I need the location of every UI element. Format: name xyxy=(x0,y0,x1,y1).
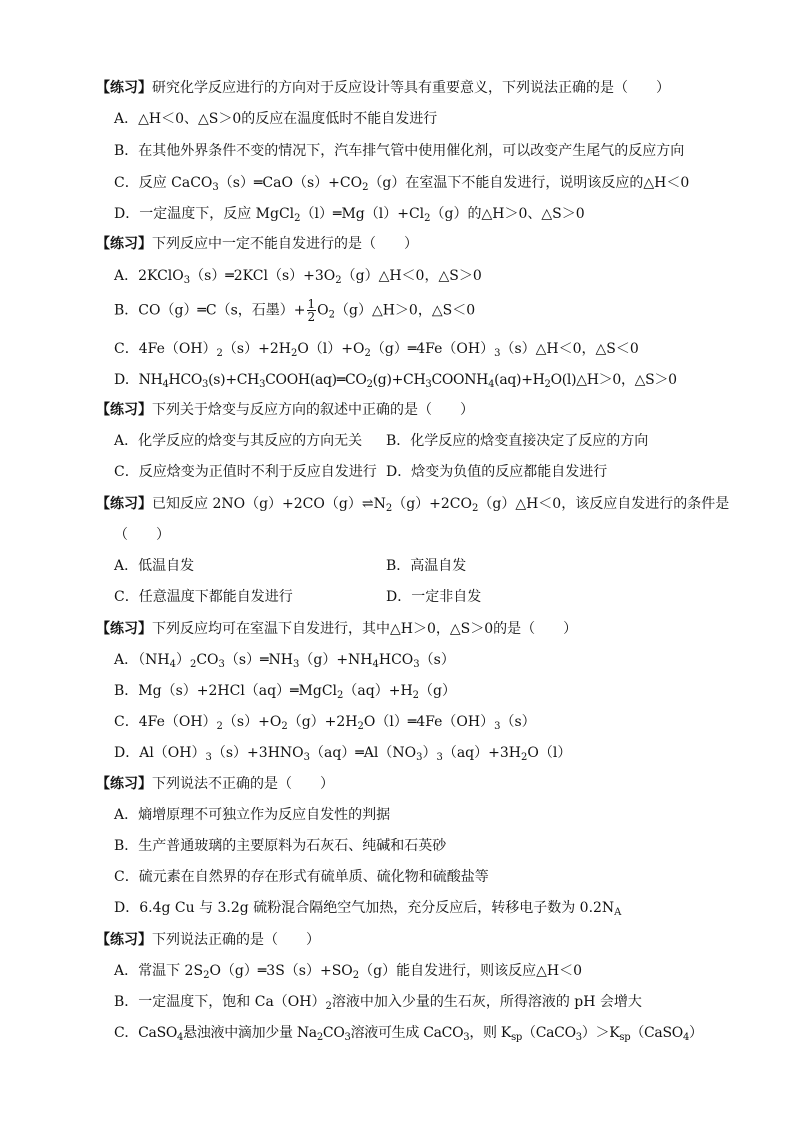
q5-option-d: D．$Al(OH)_3(s)+3HNO_3(aq)═Al(NO_3)_3(aq)+3H_2O(l)$ xyxy=(114,745,572,763)
question-stem: 下列说法不正确的是（ ） xyxy=(152,776,334,792)
q4-option-a: A．低温自发 xyxy=(114,558,195,574)
q2-option-a: A．$2KClO_3(s)═2KCl(s)+3O_2(g)\triangle H<0$，△S＞0 xyxy=(114,268,482,286)
question-tag: 【练习】 xyxy=(96,621,152,637)
question-tag: 【练习】 xyxy=(96,776,152,792)
q2-option-c: C．$4Fe(OH)_2(s)+2H_2O(l)+O_2(g)═4Fe(OH)_3(s)\triangle H<0$，△S＜0 xyxy=(114,341,639,359)
q3-option-a: A．化学反应的焓变与其反应的方向无关 xyxy=(114,433,363,449)
question-6 xyxy=(96,774,334,794)
question-stem: 研究化学反应进行的方向对于反应设计等具有重要意义，下列说法正确的是（ ） xyxy=(152,80,670,96)
q2-option-d: D．$NH_4HCO_3(s)+CH_3COOH(aq)═CO_2(g)+CH_3COONH_4(aq)+H_2O(l)\triangle H>0$，△S＞0 xyxy=(114,372,677,390)
q1-option-d: D．一定温度下，反应 $MgCl_2(l)═Mg(l)+Cl_2(g)$的△H＞0、△S＞0 xyxy=(114,206,585,224)
question-2 xyxy=(96,234,418,254)
q7-option-c: C．CaSO$_4$悬浊液中滴加少量 $Na_2CO_3$溶液可生成 CaCO$_3$，则 $K_{sp}(CaCO_3)>K_{sp}(CaSO_4)$ xyxy=(114,1025,703,1043)
q4-option-d: D．一定非自发 xyxy=(386,589,482,605)
q5-option-b: B．$Mg(s)+2HCl(aq)═MgCl_2(aq)+H_2(g)$ xyxy=(114,683,456,701)
question-4: 【练习】已知反应 $2NO(g)+2CO(g)\rightleftharpoons N_2(g)+2CO_2(g)\triangle H<0$，该反应自发进行的条件是 xyxy=(96,496,730,514)
question-tag: 【练习】 xyxy=(96,80,152,96)
q6-option-d: D．6.4g Cu 与 3.2g 硫粉混合隔绝空气加热，充分反应后，转移电子数为 $0.2N_A$ xyxy=(114,900,622,918)
question-1 xyxy=(96,78,670,98)
q5-option-c: C．$4Fe(OH)_2(s)+O_2(g)+2H_2O(l)═4Fe(OH)_3(s)$ xyxy=(114,714,536,732)
q2-option-b: B．CO（g）═C（s，石墨）+ $\frac{1}{2}$ $O_2(g)\triangle H>0$，△S＜0 xyxy=(114,297,476,324)
question-tag: 【练习】 xyxy=(96,236,152,252)
fraction-one-half: $\frac{1}{2}$ xyxy=(307,297,316,324)
question-tag: 【练习】 xyxy=(96,496,152,512)
question-3 xyxy=(96,400,474,420)
q1-option-a: A．△H＜0、△S＞0的反应在温度低时不能自发进行 xyxy=(114,111,438,127)
q1-option-c: C．反应 $CaCO_3(s)═CaO(s)+CO_2(g)$在室温下不能自发进行，说明该反应的△H＜0 xyxy=(114,175,690,193)
q7-option-a: A．常温下 $2S_2O(g)═3S(s)+SO_2(g)$能自发进行，则该反应△H＜0 xyxy=(114,963,583,981)
question-tag: 【练习】 xyxy=(96,932,152,948)
question-stem: 下列说法正确的是（ ） xyxy=(152,932,320,948)
q3-option-c: C．反应焓变为正值时不利于反应自发进行 xyxy=(114,464,377,480)
question-tag: 【练习】 xyxy=(96,402,152,418)
q3-option-d: D．焓变为负值的反应都能自发进行 xyxy=(386,464,608,480)
q6-option-a: A．熵增原理不可独立作为反应自发性的判据 xyxy=(114,807,391,823)
question-stem: 下列关于焓变与反应方向的叙述中正确的是（ ） xyxy=(152,402,474,418)
q6-option-b: B．生产普通玻璃的主要原料为石灰石、纯碱和石英砂 xyxy=(114,838,447,854)
question-7 xyxy=(96,930,320,950)
q4-option-c: C．任意温度下都能自发进行 xyxy=(114,589,293,605)
q4-stem-continuation: （ ） xyxy=(114,527,170,543)
q7-option-b: B．一定温度下，饱和 $Ca(OH)_2$溶液中加入少量的生石灰，所得溶液的 pH 会增大 xyxy=(114,994,642,1012)
q4-option-b: B．高温自发 xyxy=(386,558,467,574)
q5-option-a: A．$(NH_4)_2CO_3(s)═NH_3(g)+NH_4HCO_3(s)$ xyxy=(114,652,455,670)
q3-option-b: B．化学反应的焓变直接决定了反应的方向 xyxy=(386,433,649,449)
q1-option-b: B．在其他外界条件不变的情况下，汽车排气管中使用催化剂，可以改变产生尾气的反应方向 xyxy=(114,143,685,159)
question-stem: 下列反应均可在室温下自发进行，其中△H＞0，△S＞0的是（ ） xyxy=(152,621,578,637)
q6-option-c: C．硫元素在自然界的存在形式有硫单质、硫化物和硫酸盐等 xyxy=(114,869,489,885)
question-5 xyxy=(96,619,577,639)
question-stem: 下列反应中一定不能自发进行的是（ ） xyxy=(152,236,418,252)
